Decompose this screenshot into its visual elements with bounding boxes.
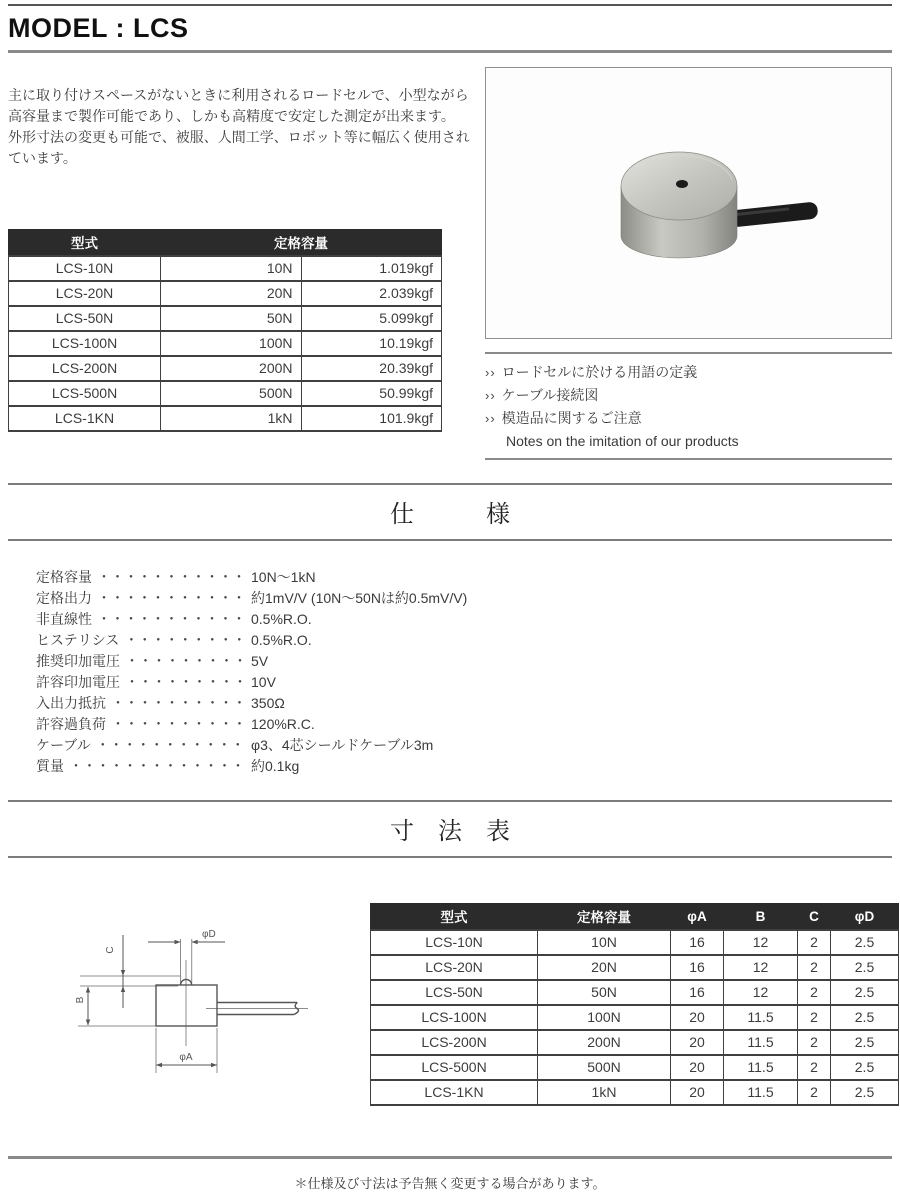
spec-value: 0.5%R.O. <box>251 632 312 648</box>
cell-b: 12 <box>724 930 798 955</box>
spec-dots: ・・・・・・・・・・ <box>111 695 246 711</box>
cell-c: 2 <box>798 930 831 955</box>
dimension-table-header: φD <box>831 904 899 930</box>
cell-b: 11.5 <box>724 1080 798 1105</box>
spec-dots: ・・・・・・・・・・・・・ <box>69 758 245 774</box>
spec-row <box>36 735 892 756</box>
diagram-label-phiD: φD <box>202 929 216 940</box>
dimension-table-wrap <box>370 903 899 1106</box>
spec-row <box>36 651 892 672</box>
top-rule <box>8 4 892 6</box>
spec-label: 質量 <box>36 758 64 774</box>
dimension-table-header: φA <box>671 904 724 930</box>
spec-row <box>36 714 892 735</box>
spec-dots: ・・・・・・・・・ <box>125 653 247 669</box>
table-row <box>9 381 442 406</box>
cell-c: 2 <box>798 1030 831 1055</box>
cell-newton: 10N <box>161 256 302 281</box>
cell-model: LCS-500N <box>9 381 161 406</box>
cell-model: LCS-1KN <box>9 406 161 431</box>
cell-c: 2 <box>798 1055 831 1080</box>
cell-phiD: 2.5 <box>831 1005 899 1030</box>
table-row <box>9 356 442 381</box>
spec-row <box>36 609 892 630</box>
spec-label: ヒステリシス <box>36 632 120 648</box>
capacity-table <box>8 229 442 432</box>
cell-newton: 500N <box>161 381 302 406</box>
product-description-line2: 外形寸法の変更も可能で、被服、人間工学、ロボット等に幅広く使用されています。 <box>8 129 470 166</box>
spec-row <box>36 756 892 777</box>
capacity-table-header-model: 型式 <box>9 230 161 256</box>
link-subtext: Notes on the imitation of our products <box>506 433 739 449</box>
link-label: ケーブル接続図 <box>501 387 599 403</box>
spec-label: 定格容量 <box>36 569 92 585</box>
cell-kgf: 50.99kgf <box>301 381 442 406</box>
spec-label: ケーブル <box>36 737 91 753</box>
cell-phiA: 20 <box>671 1030 724 1055</box>
cell-phiD: 2.5 <box>831 955 899 980</box>
cell-phiA: 16 <box>671 955 724 980</box>
cell-newton: 100N <box>161 331 302 356</box>
dimension-diagram <box>50 903 370 1118</box>
cell-model: LCS-500N <box>371 1055 538 1080</box>
table-row <box>9 256 442 281</box>
cell-capacity: 1kN <box>538 1080 671 1105</box>
cell-phiD: 2.5 <box>831 1080 899 1105</box>
cell-phiA: 20 <box>671 1080 724 1105</box>
spec-row <box>36 693 892 714</box>
product-photo <box>485 67 892 339</box>
capacity-table-body <box>9 256 442 431</box>
link-item[interactable] <box>485 407 892 430</box>
cell-newton: 200N <box>161 356 302 381</box>
cell-b: 11.5 <box>724 1030 798 1055</box>
table-row <box>371 980 899 1005</box>
spec-value: 5V <box>251 653 269 669</box>
intro-left-column <box>8 53 470 460</box>
cell-phiA: 20 <box>671 1005 724 1030</box>
table-row <box>9 331 442 356</box>
cell-phiD: 2.5 <box>831 1030 899 1055</box>
table-row <box>371 930 899 955</box>
spec-value: 約0.1kg <box>251 758 300 774</box>
cell-model: LCS-200N <box>9 356 161 381</box>
spec-dots: ・・・・・・・・・ <box>125 674 247 690</box>
spec-dots: ・・・・・・・・・・・ <box>97 569 246 585</box>
cell-model: LCS-10N <box>9 256 161 281</box>
spec-value: 350Ω <box>251 695 285 711</box>
dimension-section-title: 寸 法 表 <box>390 818 510 845</box>
spec-label: 非直線性 <box>36 611 92 627</box>
spec-label: 許容印加電圧 <box>36 674 120 690</box>
chevron-right-icon: ›› <box>485 365 496 380</box>
dimension-table-header: C <box>798 904 831 930</box>
spec-dots: ・・・・・・・・・・ <box>111 716 246 732</box>
cell-model: LCS-50N <box>9 306 161 331</box>
table-row <box>371 955 899 980</box>
dimension-table-body <box>371 930 899 1105</box>
table-row <box>9 281 442 306</box>
spec-value: 10N～1kN <box>251 569 316 585</box>
spec-section-title: 仕 様 <box>390 501 510 528</box>
spec-row <box>36 567 892 588</box>
cell-capacity: 100N <box>538 1005 671 1030</box>
links-list <box>485 354 892 458</box>
spec-label: 推奨印加電圧 <box>36 653 120 669</box>
link-label: 模造品に関するご注意 <box>501 410 642 426</box>
spec-value: 120%R.C. <box>251 716 315 732</box>
link-item[interactable] <box>485 384 892 407</box>
cell-model: LCS-200N <box>371 1030 538 1055</box>
cell-model: LCS-20N <box>371 955 538 980</box>
footer-note: ＊仕様及び寸法は予告無く変更する場合があります。 <box>294 1176 606 1191</box>
spec-label: 入出力抵抗 <box>36 695 106 711</box>
spec-label: 許容過負荷 <box>36 716 106 732</box>
cell-b: 11.5 <box>724 1055 798 1080</box>
cell-model: LCS-100N <box>371 1005 538 1030</box>
cell-capacity: 20N <box>538 955 671 980</box>
diagram-label-b: B <box>75 996 86 1004</box>
cell-phiD: 2.5 <box>831 1055 899 1080</box>
cell-phiD: 2.5 <box>831 980 899 1005</box>
table-row <box>371 1080 899 1105</box>
intro-right-column <box>485 53 892 460</box>
cell-kgf: 1.019kgf <box>301 256 442 281</box>
spec-value: 0.5%R.O. <box>251 611 312 627</box>
cell-capacity: 10N <box>538 930 671 955</box>
cell-kgf: 20.39kgf <box>301 356 442 381</box>
table-row <box>371 1005 899 1030</box>
chevron-right-icon: ›› <box>485 388 496 403</box>
table-row <box>371 1030 899 1055</box>
links-bottom-rule <box>485 458 892 460</box>
cell-model: LCS-10N <box>371 930 538 955</box>
cell-model: LCS-20N <box>9 281 161 306</box>
spec-value: 約1mV/V (10N～50Nは約0.5mV/V) <box>251 590 468 606</box>
cell-capacity: 50N <box>538 980 671 1005</box>
dimension-table <box>370 903 899 1106</box>
cell-model: LCS-1KN <box>371 1080 538 1105</box>
cell-c: 2 <box>798 1005 831 1030</box>
dimension-section-heading <box>8 800 892 858</box>
cell-c: 2 <box>798 980 831 1005</box>
table-row <box>9 306 442 331</box>
spec-value: 10V <box>251 674 276 690</box>
cell-newton: 50N <box>161 306 302 331</box>
cell-c: 2 <box>798 1080 831 1105</box>
cell-kgf: 2.039kgf <box>301 281 442 306</box>
cell-newton: 1kN <box>161 406 302 431</box>
product-description-line1: 主に取り付けスペースがないときに利用されるロードセルで、小型ながら高容量まで製作可能であり、しかも高精度で安定した測定が出来ます。 <box>8 87 469 124</box>
dimension-table-header: 型式 <box>371 904 538 930</box>
page <box>0 4 900 1192</box>
intro-section <box>8 53 892 460</box>
load-cell-photo-illustration <box>486 68 891 338</box>
cell-kgf: 101.9kgf <box>301 406 442 431</box>
capacity-table-header-capacity: 定格容量 <box>161 230 442 256</box>
cell-capacity: 500N <box>538 1055 671 1080</box>
link-label: ロードセルに於ける用語の定義 <box>501 364 698 380</box>
link-item[interactable] <box>485 361 892 384</box>
diagram-label-phiA: φA <box>179 1052 193 1063</box>
cell-capacity: 200N <box>538 1030 671 1055</box>
spec-row <box>36 588 892 609</box>
cell-b: 12 <box>724 980 798 1005</box>
cell-c: 2 <box>798 955 831 980</box>
dimension-table-head <box>371 904 899 930</box>
spec-row <box>36 630 892 651</box>
cell-phiD: 2.5 <box>831 930 899 955</box>
dimension-section <box>8 858 892 1118</box>
spec-list <box>8 567 892 777</box>
cell-phiA: 16 <box>671 930 724 955</box>
cell-b: 12 <box>724 955 798 980</box>
capacity-table-head <box>9 230 442 256</box>
diagram-label-c: C <box>105 946 116 954</box>
spec-dots: ・・・・・・・・・・・ <box>97 611 246 627</box>
chevron-right-icon: ›› <box>485 411 496 426</box>
cell-b: 11.5 <box>724 1005 798 1030</box>
spec-label: 定格出力 <box>36 590 92 606</box>
table-row <box>371 1055 899 1080</box>
footer-rule <box>8 1156 892 1159</box>
cell-model: LCS-50N <box>371 980 538 1005</box>
cell-phiA: 20 <box>671 1055 724 1080</box>
dimension-table-header: B <box>724 904 798 930</box>
table-row <box>9 406 442 431</box>
spec-dots: ・・・・・・・・・・・ <box>97 590 246 606</box>
cell-model: LCS-100N <box>9 331 161 356</box>
spec-row <box>36 672 892 693</box>
spec-section-heading <box>8 483 892 541</box>
cell-kgf: 10.19kgf <box>301 331 442 356</box>
spec-value: φ3、4芯シールドケーブル3m <box>251 737 434 753</box>
spec-dots: ・・・・・・・・・・・ <box>95 737 245 753</box>
cell-kgf: 5.099kgf <box>301 306 442 331</box>
spec-dots: ・・・・・・・・・ <box>124 632 246 648</box>
dimension-table-header: 定格容量 <box>538 904 671 930</box>
page-title: MODEL : LCS <box>8 13 189 43</box>
cell-newton: 20N <box>161 281 302 306</box>
cell-phiA: 16 <box>671 980 724 1005</box>
